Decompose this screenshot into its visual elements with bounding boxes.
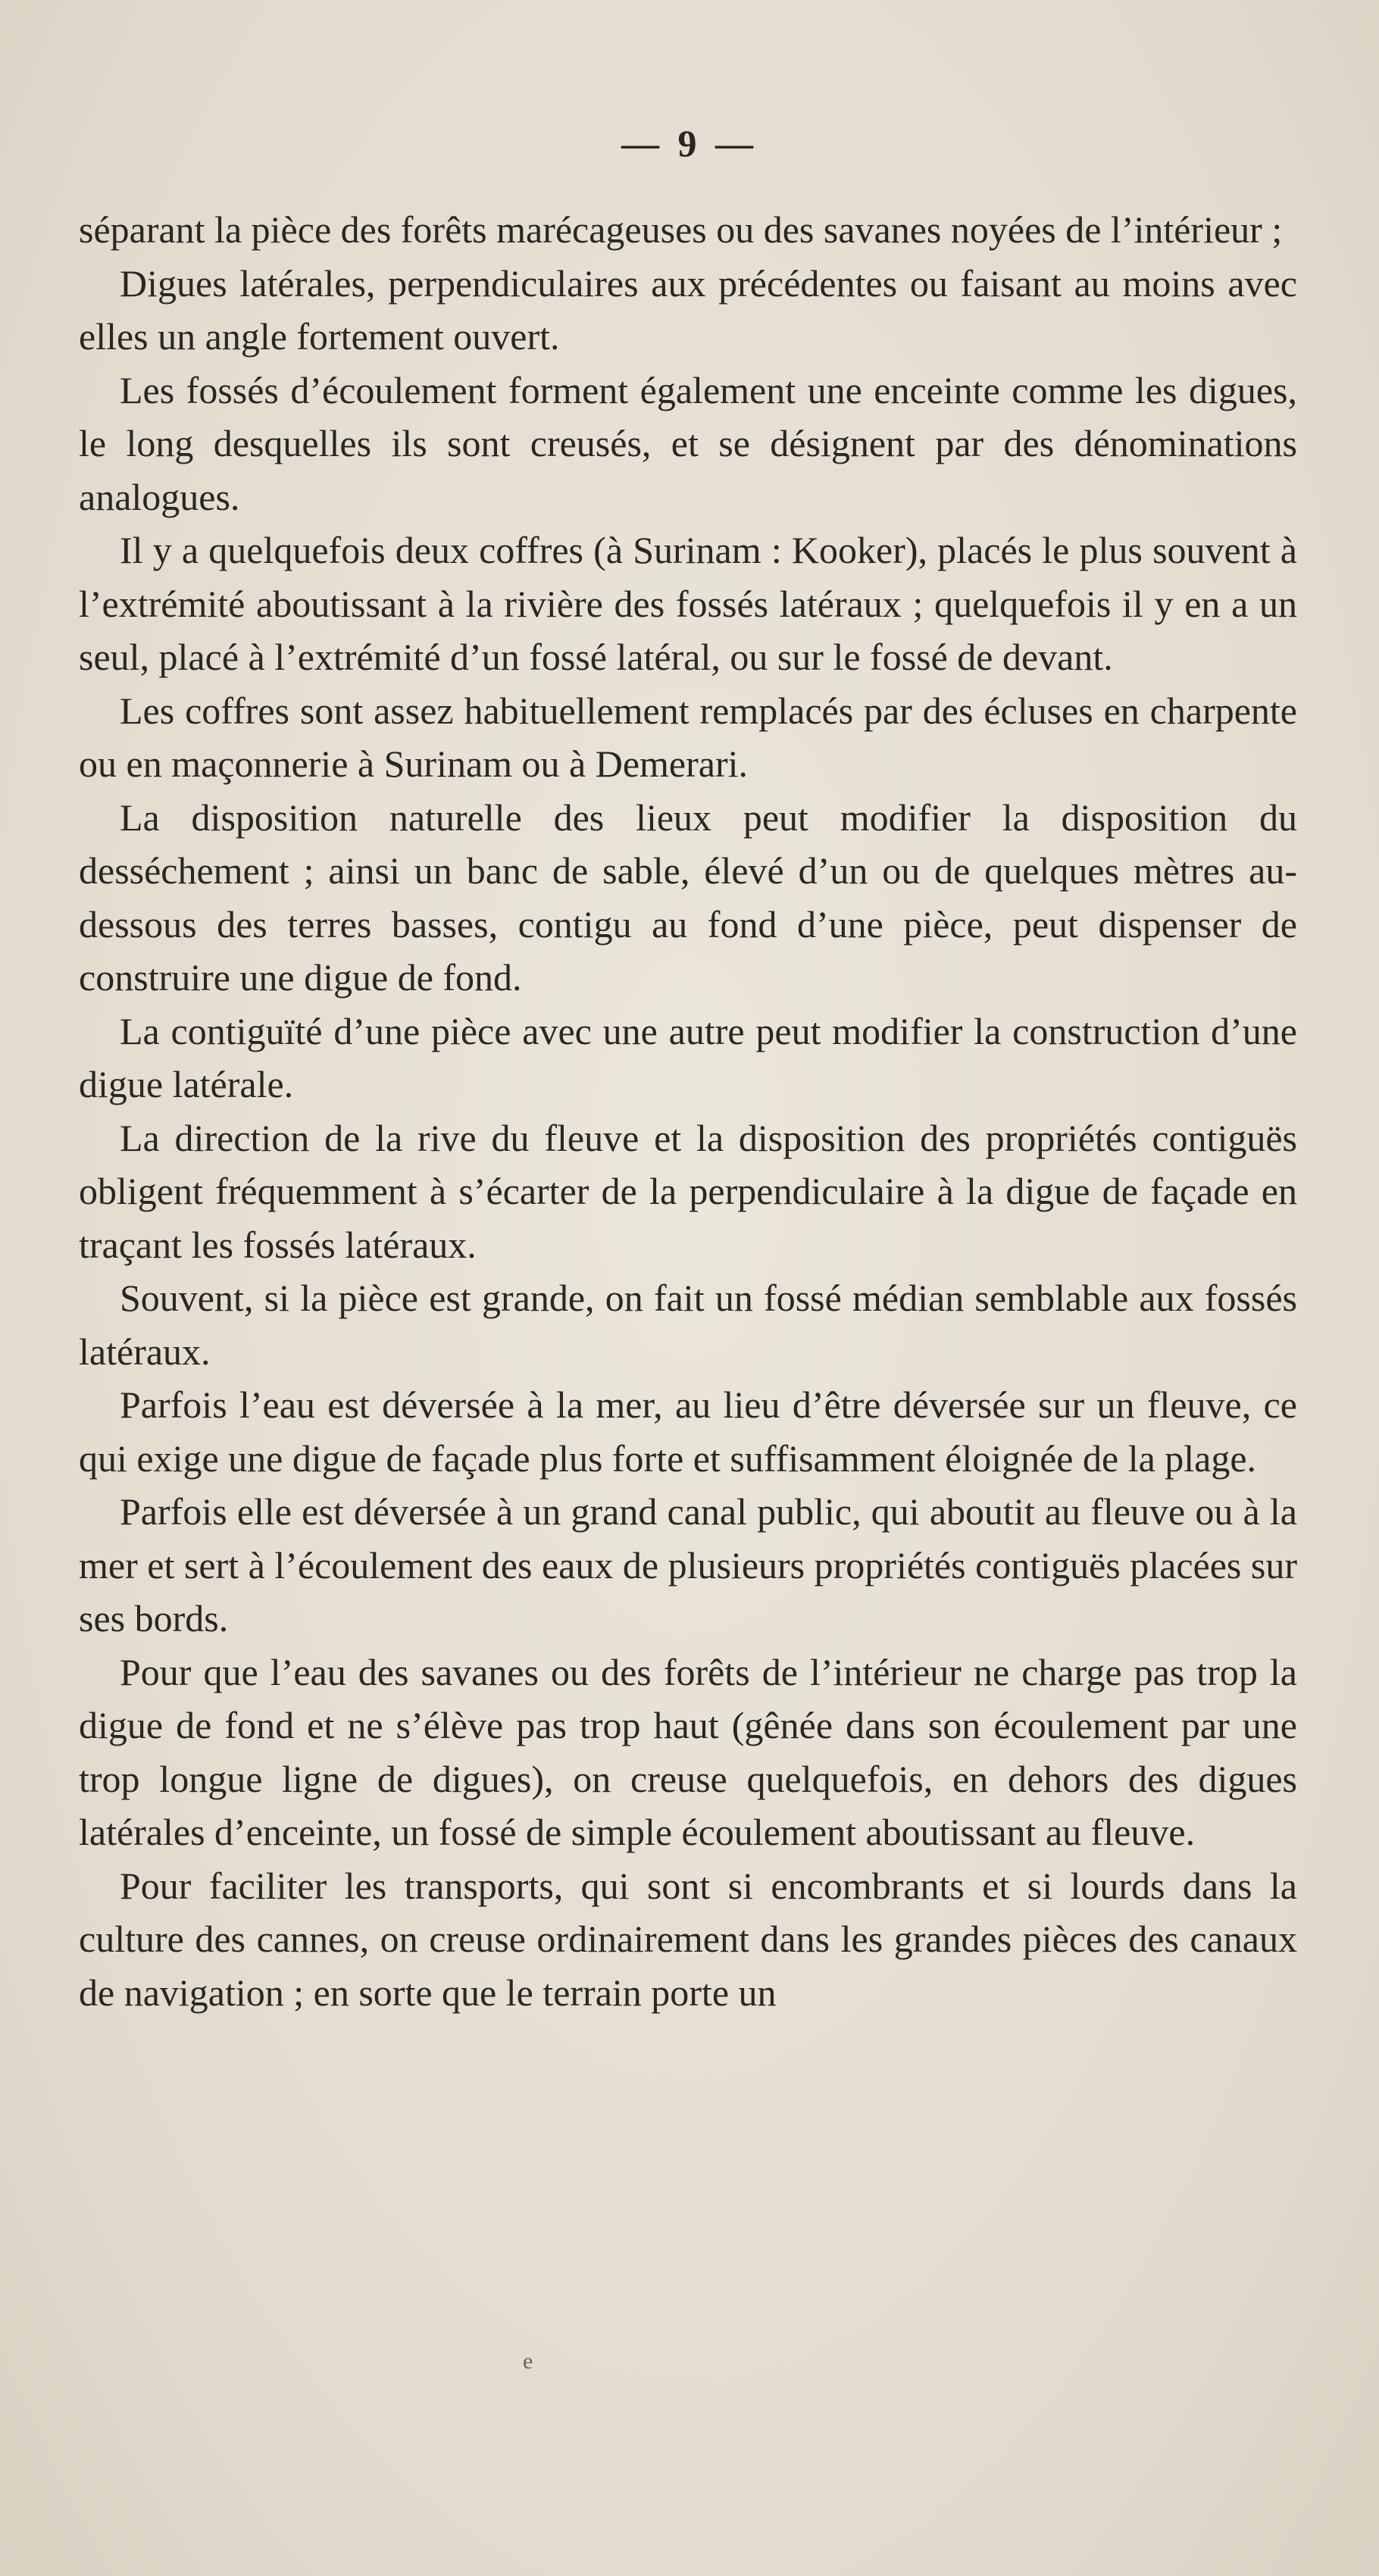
- paragraph-10: Parfois l’eau est déversée à la mer, au lieu d’être déversée sur un fleuve, ce qui exige une digue de façade plus forte et suffisamment éloignée de la plage.: [79, 1383, 1297, 1480]
- body-text: [79, 203, 1297, 2019]
- paragraph-9: Souvent, si la pièce est grande, on fait un fossé médian semblable aux fossés latéraux.: [79, 1277, 1297, 1373]
- paragraph-6: La disposition naturelle des lieux peut modifier la disposition du desséchement ; ainsi un banc de sable, élevé d’un ou de quelques mètres au-dessous des terres basses, contigu au fond d’une pièce, peut dispenser de construire une digue de fond.: [79, 796, 1297, 999]
- page-number: — 9 —: [621, 122, 758, 164]
- paragraph-8: La direction de la rive du fleuve et la disposition des propriétés contiguës obligent fréquemment à s’écarter de la perpendiculaire à la digue de façade en traçant les fossés latéraux.: [79, 1116, 1297, 1266]
- paragraph-7: La contiguïté d’une pièce avec une autre peut modifier la construction d’une digue latérale.: [79, 1009, 1297, 1105]
- paragraph-3: Les fossés d’écoulement forment également une enceinte comme les digues, le long desquelles ils sont creusés, et se désignent par des dénominations analogues.: [79, 368, 1297, 518]
- paragraph-11: Parfois elle est déversée à un grand canal public, qui aboutit au fleuve ou à la mer et sert à l’écoulement des eaux de plusieurs propriétés contiguës placées sur ses bords.: [79, 1490, 1297, 1640]
- paragraph-1: séparant la pièce des forêts marécageuses ou des savanes noyées de l’intérieur ;: [79, 208, 1283, 251]
- paragraph-5: Les coffres sont assez habituellement remplacés par des écluses en charpente ou en maçonnerie à Surinam ou à Demerari.: [79, 689, 1297, 785]
- paragraph-13: Pour faciliter les transports, qui sont si encombrants et si lourds dans la culture des cannes, on creuse ordinairement dans les grandes pièces des canaux de navigation ; en sorte que le terrain porte un: [79, 1864, 1297, 2014]
- paragraph-2: Digues latérales, perpendiculaires aux précédentes ou faisant au moins avec elles un angle fortement ouvert.: [79, 261, 1297, 358]
- signature-mark: e: [523, 2349, 533, 2374]
- paragraph-4: Il y a quelquefois deux coffres (à Surinam : Kooker), placés le plus souvent à l’extrémité aboutissant à la rivière des fossés latéraux ; quelquefois il y en a un seul, placé à l’extrémité d’un fossé latéral, ou sur le fossé de devant.: [79, 529, 1297, 678]
- paragraph-12: Pour que l’eau des savanes ou des forêts de l’intérieur ne charge pas trop la digue de fond et ne s’élève pas trop haut (gênée dans son écoulement par une trop longue ligne de digues), on creuse quelquefois, en dehors des digues latérales d’enceinte, un fossé de simple écoulement aboutissant au fleuve.: [79, 1650, 1297, 1853]
